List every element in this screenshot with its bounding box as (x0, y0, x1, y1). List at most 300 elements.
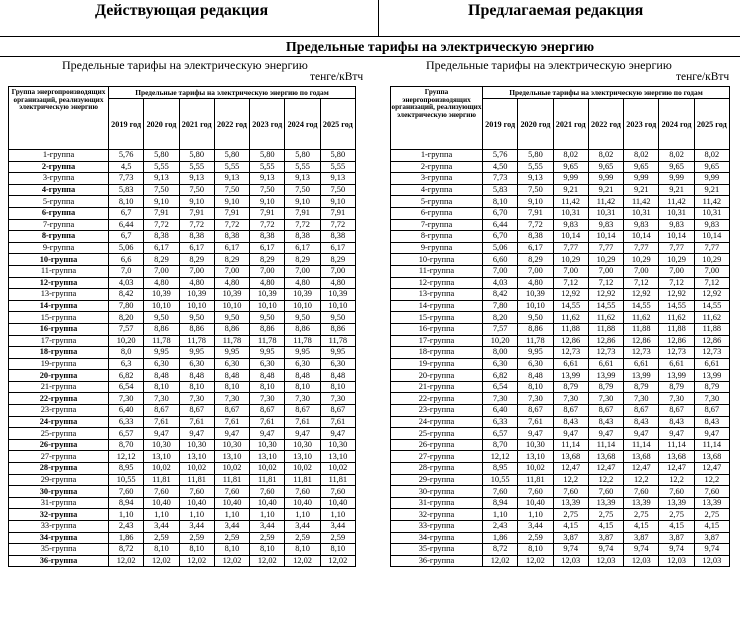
tariff-value-cell: 6,17 (214, 242, 249, 254)
tariff-value-cell: 8,70 (483, 439, 518, 451)
tariff-value-cell: 7,00 (483, 265, 518, 277)
tariff-value-cell: 11,42 (553, 196, 588, 208)
group-name-cell: 18-группа (9, 347, 109, 359)
tariff-value-cell: 12,03 (659, 555, 694, 567)
group-name-cell: 36-группа (9, 555, 109, 567)
group-name-cell: 4-группа (9, 184, 109, 196)
tariff-value-cell: 7,00 (214, 265, 249, 277)
table-row (9, 486, 356, 498)
tariff-value-cell: 12,02 (483, 555, 518, 567)
tariff-value-cell: 11,88 (588, 323, 623, 335)
group-name-cell: 12-группа (391, 277, 483, 289)
tariff-value-cell: 7,91 (214, 207, 249, 219)
tariff-value-cell: 12,02 (250, 555, 285, 567)
tariff-value-cell: 7,00 (659, 265, 694, 277)
tariff-value-cell: 12,02 (109, 555, 144, 567)
group-name-cell: 17-группа (9, 335, 109, 347)
table-row (391, 184, 730, 196)
tariff-value-cell: 13,39 (588, 497, 623, 509)
tariff-value-cell: 3,87 (553, 532, 588, 544)
tariff-value-cell: 5,55 (320, 161, 355, 173)
tariff-value-cell: 6,61 (588, 358, 623, 370)
table-row (391, 393, 730, 405)
tariff-value-cell: 9,47 (285, 428, 320, 440)
tariff-value-cell: 10,10 (518, 300, 553, 312)
group-name-cell: 33-группа (9, 521, 109, 533)
tariff-value-cell: 12,92 (588, 289, 623, 301)
tariff-value-cell: 13,99 (588, 370, 623, 382)
tariff-value-cell: 8,38 (144, 231, 179, 243)
tariff-value-cell: 9,21 (553, 184, 588, 196)
tariff-value-cell: 8,94 (109, 497, 144, 509)
tariff-value-cell: 10,40 (144, 497, 179, 509)
tariff-value-cell: 10,29 (659, 254, 694, 266)
table-row (9, 277, 356, 289)
tariff-value-cell: 6,30 (518, 358, 553, 370)
tariff-value-cell: 10,39 (518, 289, 553, 301)
tariff-value-cell: 8,43 (588, 416, 623, 428)
tariff-value-cell: 6,61 (694, 358, 729, 370)
table-row (391, 277, 730, 289)
group-name-cell: 21-группа (391, 381, 483, 393)
table-row (9, 335, 356, 347)
tariff-value-cell: 9,10 (179, 196, 214, 208)
table-row (9, 474, 356, 486)
tariff-value-cell: 10,02 (250, 463, 285, 475)
tariff-value-cell: 9,47 (518, 428, 553, 440)
tariff-value-cell: 8,67 (659, 405, 694, 417)
tariff-value-cell: 10,10 (214, 300, 249, 312)
group-name-cell: 32-группа (9, 509, 109, 521)
group-name-cell: 2-группа (391, 161, 483, 173)
tariff-value-cell: 9,74 (659, 544, 694, 556)
group-name-cell: 11-группа (391, 265, 483, 277)
tariff-value-cell: 9,10 (214, 196, 249, 208)
table-row (9, 207, 356, 219)
table-row (391, 150, 730, 162)
header-current-edition: Действующая редакция (95, 2, 269, 19)
tariff-value-cell: 10,29 (694, 254, 729, 266)
tariff-value-cell: 7,80 (109, 300, 144, 312)
tariff-value-cell: 5,55 (144, 161, 179, 173)
table-row (9, 451, 356, 463)
group-name-cell: 5-группа (9, 196, 109, 208)
tariff-value-cell: 6,82 (483, 370, 518, 382)
tariff-value-cell: 11,62 (588, 312, 623, 324)
tariff-value-cell: 8,42 (483, 289, 518, 301)
tariff-value-cell: 12,12 (483, 451, 518, 463)
tariff-value-cell: 6,57 (483, 428, 518, 440)
tariff-value-cell: 10,39 (214, 289, 249, 301)
tariff-value-cell: 7,30 (250, 393, 285, 405)
tariff-value-cell: 9,83 (694, 219, 729, 231)
tariff-value-cell: 10,31 (553, 207, 588, 219)
tariff-value-cell: 13,10 (285, 451, 320, 463)
tariff-value-cell: 7,91 (250, 207, 285, 219)
header-bar (0, 0, 740, 37)
tariff-value-cell: 6,61 (624, 358, 659, 370)
tariff-value-cell: 13,99 (694, 370, 729, 382)
tariff-value-cell: 11,78 (320, 335, 355, 347)
table-row (391, 242, 730, 254)
tariff-value-cell: 9,50 (144, 312, 179, 324)
tariff-value-cell: 4,15 (553, 521, 588, 533)
tariff-value-cell: 11,62 (624, 312, 659, 324)
right-tariff-table (390, 86, 730, 567)
tariff-value-cell: 8,67 (320, 405, 355, 417)
group-name-cell: 14-группа (9, 300, 109, 312)
tariff-value-cell: 11,42 (694, 196, 729, 208)
tariff-value-cell: 10,10 (285, 300, 320, 312)
table-row (391, 555, 730, 567)
tariff-value-cell: 12,02 (144, 555, 179, 567)
table-row (9, 312, 356, 324)
tariff-value-cell: 9,47 (553, 428, 588, 440)
tariff-value-cell: 10,10 (320, 300, 355, 312)
tariff-value-cell: 7,12 (624, 277, 659, 289)
tariff-value-cell: 13,39 (624, 497, 659, 509)
tariff-value-cell: 8,0 (109, 347, 144, 359)
tariff-value-cell: 9,47 (624, 428, 659, 440)
tariff-value-cell: 8,48 (285, 370, 320, 382)
tariff-value-cell: 5,55 (250, 161, 285, 173)
tariff-value-cell: 10,10 (144, 300, 179, 312)
group-name-cell: 8-группа (391, 231, 483, 243)
tariff-value-cell: 7,00 (144, 265, 179, 277)
tariff-value-cell: 7,00 (320, 265, 355, 277)
tariff-value-cell: 6,6 (109, 254, 144, 266)
tariff-value-cell: 7,00 (588, 265, 623, 277)
tariff-value-cell: 9,50 (250, 312, 285, 324)
tariff-value-cell: 10,30 (285, 439, 320, 451)
tariff-value-cell: 12,47 (553, 463, 588, 475)
group-name-cell: 2-группа (9, 161, 109, 173)
tariff-value-cell: 8,10 (109, 196, 144, 208)
tariff-value-cell: 11,14 (588, 439, 623, 451)
tariff-value-cell: 9,83 (588, 219, 623, 231)
tariff-value-cell: 7,61 (518, 416, 553, 428)
tariff-value-cell: 11,14 (659, 439, 694, 451)
group-name-cell: 23-группа (9, 405, 109, 417)
tariff-value-cell: 4,03 (483, 277, 518, 289)
tariff-value-cell: 5,80 (285, 150, 320, 162)
tariff-value-cell: 6,17 (179, 242, 214, 254)
group-name-cell: 10-группа (391, 254, 483, 266)
group-name-cell: 13-группа (391, 289, 483, 301)
tariff-value-cell: 9,21 (588, 184, 623, 196)
group-name-cell: 25-группа (9, 428, 109, 440)
tariff-value-cell: 7,60 (285, 486, 320, 498)
tariff-value-cell: 10,31 (588, 207, 623, 219)
table-row (391, 497, 730, 509)
table-row (391, 370, 730, 382)
tariff-value-cell: 7,60 (694, 486, 729, 498)
tariff-value-cell: 10,02 (179, 463, 214, 475)
year-header: 2021 год (553, 99, 588, 150)
tariff-value-cell: 11,42 (659, 196, 694, 208)
tariff-value-cell: 14,55 (624, 300, 659, 312)
year-header: 2023 год (250, 99, 285, 150)
tariff-value-cell: 7,00 (250, 265, 285, 277)
tariff-value-cell: 8,29 (144, 254, 179, 266)
tariff-value-cell: 7,60 (320, 486, 355, 498)
tariff-value-cell: 8,10 (483, 196, 518, 208)
tariff-value-cell: 4,15 (694, 521, 729, 533)
tariff-value-cell: 7,77 (624, 242, 659, 254)
group-name-cell: 23-группа (391, 405, 483, 417)
tariff-value-cell: 9,95 (285, 347, 320, 359)
tariff-value-cell: 12,73 (659, 347, 694, 359)
tariff-value-cell: 5,76 (483, 150, 518, 162)
group-name-cell: 13-группа (9, 289, 109, 301)
tariff-value-cell: 12,02 (518, 555, 553, 567)
table-row (9, 242, 356, 254)
group-name-cell: 34-группа (391, 532, 483, 544)
tariff-value-cell: 8,95 (109, 463, 144, 475)
tariff-value-cell: 12,86 (553, 335, 588, 347)
tariff-value-cell: 8,02 (553, 150, 588, 162)
group-name-cell: 12-группа (9, 277, 109, 289)
tariff-value-cell: 10,14 (553, 231, 588, 243)
year-header: 2024 год (285, 99, 320, 150)
tariff-value-cell: 11,81 (250, 474, 285, 486)
tariff-value-cell: 3,44 (250, 521, 285, 533)
tariff-value-cell: 8,43 (659, 416, 694, 428)
tariff-value-cell: 7,00 (179, 265, 214, 277)
tariff-value-cell: 7,61 (320, 416, 355, 428)
table-row (9, 428, 356, 440)
tariff-value-cell: 10,02 (144, 463, 179, 475)
tariff-value-cell: 2,59 (179, 532, 214, 544)
group-name-cell: 9-группа (9, 242, 109, 254)
tariff-value-cell: 8,10 (250, 381, 285, 393)
tariff-value-cell: 7,30 (214, 393, 249, 405)
tariff-value-cell: 5,83 (109, 184, 144, 196)
tariff-value-cell: 11,62 (659, 312, 694, 324)
tariff-value-cell: 13,68 (588, 451, 623, 463)
tariff-value-cell: 8,86 (285, 323, 320, 335)
group-name-cell: 35-группа (9, 544, 109, 556)
tariff-value-cell: 3,87 (659, 532, 694, 544)
tariff-value-cell: 7,72 (518, 219, 553, 231)
tariff-value-cell: 2,59 (250, 532, 285, 544)
tariff-value-cell: 7,30 (483, 393, 518, 405)
tariff-value-cell: 7,30 (179, 393, 214, 405)
tariff-value-cell: 6,33 (109, 416, 144, 428)
tariff-value-cell: 8,67 (553, 405, 588, 417)
tariff-value-cell: 4,80 (285, 277, 320, 289)
table-row (9, 532, 356, 544)
tariff-value-cell: 9,65 (694, 161, 729, 173)
tariff-value-cell: 12,2 (624, 474, 659, 486)
tariff-value-cell: 8,38 (518, 231, 553, 243)
tariff-value-cell: 7,57 (109, 323, 144, 335)
tariff-value-cell: 11,14 (624, 439, 659, 451)
tariff-value-cell: 9,74 (588, 544, 623, 556)
tariff-value-cell: 6,54 (109, 381, 144, 393)
tariff-value-cell: 8,29 (214, 254, 249, 266)
tariff-value-cell: 9,47 (659, 428, 694, 440)
group-name-cell: 30-группа (391, 486, 483, 498)
tariff-value-cell: 9,50 (518, 312, 553, 324)
tariff-value-cell: 5,55 (518, 161, 553, 173)
tariff-value-cell: 7,91 (179, 207, 214, 219)
tariff-value-cell: 7,50 (320, 184, 355, 196)
tariff-value-cell: 13,39 (659, 497, 694, 509)
tariff-value-cell: 8,00 (483, 347, 518, 359)
group-name-cell: 1-группа (391, 150, 483, 162)
table-row (391, 231, 730, 243)
tariff-value-cell: 5,55 (214, 161, 249, 173)
tariff-value-cell: 7,77 (553, 242, 588, 254)
group-name-cell: 31-группа (391, 497, 483, 509)
table-row (391, 521, 730, 533)
tariff-value-cell: 9,99 (694, 173, 729, 185)
tariff-value-cell: 8,29 (250, 254, 285, 266)
tariff-value-cell: 11,14 (553, 439, 588, 451)
tariff-value-cell: 2,75 (694, 509, 729, 521)
table-row (9, 509, 356, 521)
tariff-value-cell: 8,38 (214, 231, 249, 243)
table-row (9, 439, 356, 451)
tariff-value-cell: 3,44 (285, 521, 320, 533)
group-name-cell: 31-группа (9, 497, 109, 509)
tariff-value-cell: 10,39 (179, 289, 214, 301)
year-header: 2023 год (624, 99, 659, 150)
tariff-value-cell: 6,57 (109, 428, 144, 440)
tariff-value-cell: 5,55 (179, 161, 214, 173)
table-row (391, 289, 730, 301)
tariff-value-cell: 13,68 (624, 451, 659, 463)
table-row (9, 497, 356, 509)
tariff-value-cell: 6,30 (320, 358, 355, 370)
tariff-value-cell: 10,40 (214, 497, 249, 509)
tariff-value-cell: 11,78 (214, 335, 249, 347)
group-name-cell: 6-группа (9, 207, 109, 219)
group-name-cell: 36-группа (391, 555, 483, 567)
tariff-value-cell: 8,29 (518, 254, 553, 266)
tariff-value-cell: 8,10 (214, 544, 249, 556)
tariff-value-cell: 8,72 (483, 544, 518, 556)
year-header: 2022 год (214, 99, 249, 150)
table-row (9, 555, 356, 567)
table-row (391, 207, 730, 219)
tariff-value-cell: 10,30 (144, 439, 179, 451)
year-header: 2024 год (659, 99, 694, 150)
table-row (9, 393, 356, 405)
tariff-value-cell: 7,60 (624, 486, 659, 498)
year-header: 2021 год (179, 99, 214, 150)
tariff-value-cell: 4,15 (659, 521, 694, 533)
tariff-value-cell: 9,10 (285, 196, 320, 208)
tariff-value-cell: 9,13 (179, 173, 214, 185)
tariff-value-cell: 7,60 (588, 486, 623, 498)
tariff-value-cell: 6,44 (109, 219, 144, 231)
tariff-value-cell: 13,10 (518, 451, 553, 463)
tariff-value-cell: 8,67 (144, 405, 179, 417)
tariff-value-cell: 7,30 (109, 393, 144, 405)
tariff-value-cell: 12,02 (285, 555, 320, 567)
tariff-value-cell: 8,10 (250, 544, 285, 556)
tariff-value-cell: 4,80 (179, 277, 214, 289)
tariff-value-cell: 10,14 (588, 231, 623, 243)
tariff-value-cell: 8,10 (179, 381, 214, 393)
group-name-cell: 32-группа (391, 509, 483, 521)
group-name-cell: 20-группа (9, 370, 109, 382)
table-row (9, 161, 356, 173)
year-header: 2020 год (144, 99, 179, 150)
tariff-value-cell: 7,77 (694, 242, 729, 254)
tariff-value-cell: 7,91 (144, 207, 179, 219)
tariff-value-cell: 9,13 (214, 173, 249, 185)
tariff-value-cell: 7,12 (659, 277, 694, 289)
table-row (9, 358, 356, 370)
tariff-value-cell: 8,38 (250, 231, 285, 243)
tariff-value-cell: 8,43 (694, 416, 729, 428)
tariff-value-cell: 8,67 (285, 405, 320, 417)
group-name-cell: 26-группа (391, 439, 483, 451)
table-row (9, 196, 356, 208)
tariff-value-cell: 10,39 (144, 289, 179, 301)
header-proposed-edition: Предлагаемая редакция (468, 2, 644, 19)
table-row (9, 231, 356, 243)
tariff-value-cell: 9,74 (553, 544, 588, 556)
tariff-value-cell: 5,80 (214, 150, 249, 162)
tariff-value-cell: 7,91 (518, 207, 553, 219)
tariff-value-cell: 8,86 (179, 323, 214, 335)
tariff-value-cell: 9,21 (624, 184, 659, 196)
tariff-value-cell: 9,13 (144, 173, 179, 185)
tariff-value-cell: 8,48 (320, 370, 355, 382)
tariff-value-cell: 6,82 (109, 370, 144, 382)
tariff-value-cell: 10,55 (483, 474, 518, 486)
tariff-value-cell: 11,78 (518, 335, 553, 347)
tariff-value-cell: 9,83 (659, 219, 694, 231)
table-row (391, 486, 730, 498)
tariff-value-cell: 9,95 (518, 347, 553, 359)
table-row (9, 405, 356, 417)
tariff-value-cell: 6,17 (144, 242, 179, 254)
table-row (9, 254, 356, 266)
table-row (9, 219, 356, 231)
year-header: 2020 год (518, 99, 553, 150)
group-name-cell: 19-группа (9, 358, 109, 370)
tariff-value-cell: 6,17 (285, 242, 320, 254)
tariff-value-cell: 2,59 (320, 532, 355, 544)
tariff-value-cell: 6,17 (250, 242, 285, 254)
tariff-value-cell: 13,10 (214, 451, 249, 463)
tariff-value-cell: 5,06 (109, 242, 144, 254)
tariff-value-cell: 7,30 (624, 393, 659, 405)
tariff-value-cell: 11,14 (694, 439, 729, 451)
tariff-value-cell: 11,78 (144, 335, 179, 347)
table-row (391, 196, 730, 208)
tariff-value-cell: 2,75 (553, 509, 588, 521)
tariff-value-cell: 9,10 (518, 196, 553, 208)
table-row (391, 428, 730, 440)
right-unit: тенге/кВтч (676, 71, 730, 83)
tariff-value-cell: 1,10 (179, 509, 214, 521)
tariff-value-cell: 9,47 (588, 428, 623, 440)
tariff-value-cell: 13,68 (694, 451, 729, 463)
group-name-cell: 34-группа (9, 532, 109, 544)
tariff-value-cell: 10,31 (624, 207, 659, 219)
tariff-value-cell: 7,60 (518, 486, 553, 498)
tariff-value-cell: 7,61 (144, 416, 179, 428)
tariff-value-cell: 13,99 (659, 370, 694, 382)
tariff-value-cell: 9,47 (694, 428, 729, 440)
tariff-value-cell: 6,70 (483, 231, 518, 243)
